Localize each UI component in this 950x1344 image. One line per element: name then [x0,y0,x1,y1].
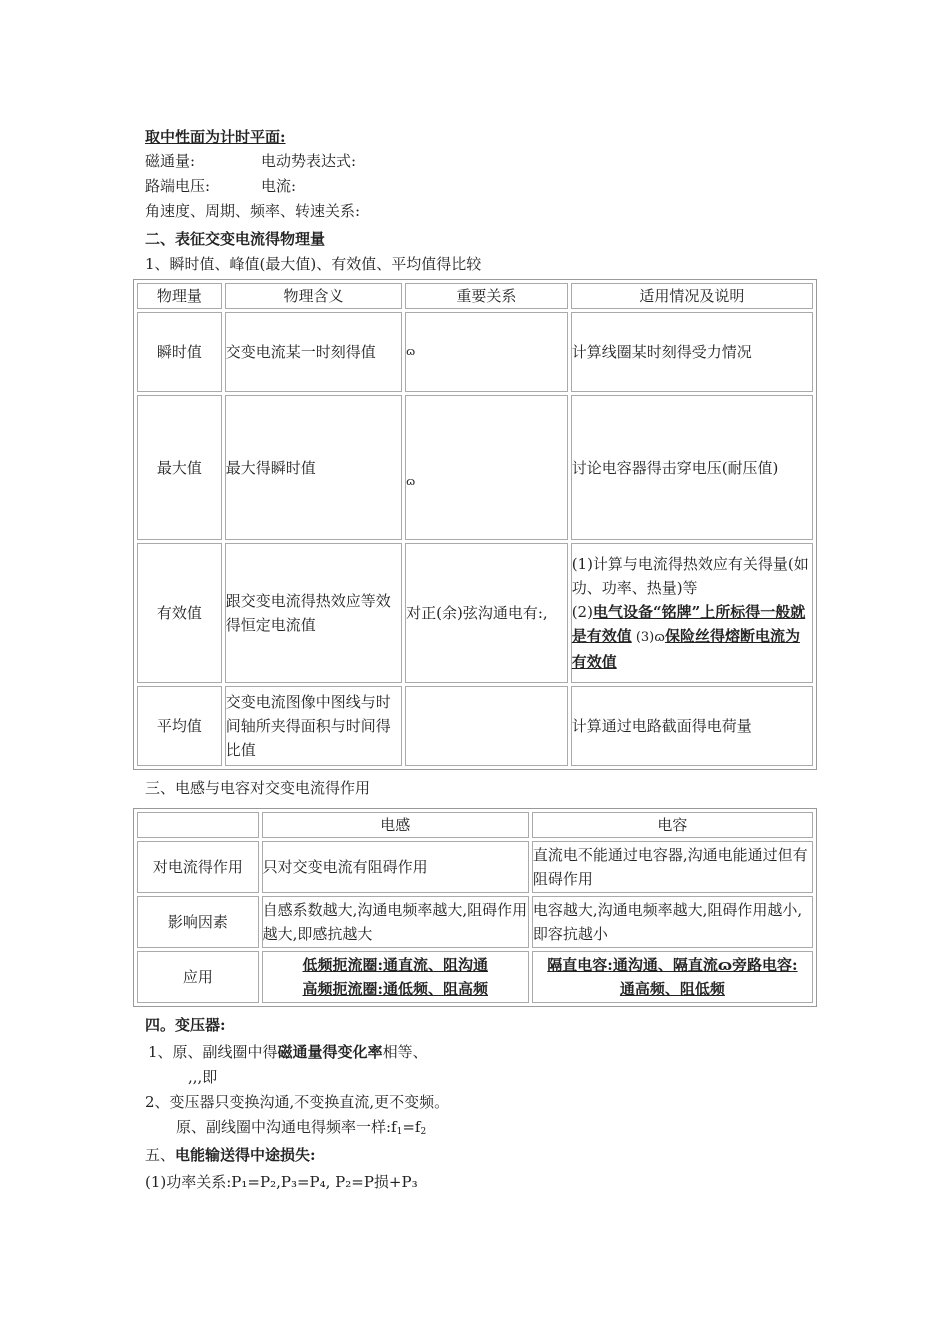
text-span: =f [402,1118,421,1136]
power-line: (1)功率关系:P₁=P₂,P₃=P₄, P₂=P损+P₃ [145,1173,418,1191]
section-heading-5 [145,1144,316,1166]
header-cell: 物理含义 [225,283,402,309]
table-row [137,841,813,893]
table-row [137,686,813,766]
section-heading-2: 二、表征交变电流得物理量 [145,230,326,248]
row-meaning: 最大得瞬时值 [225,395,402,540]
row-name: 瞬时值 [137,312,222,392]
note-prefix: (3)ɷ [631,630,665,645]
capacitor-app-2: 通高频、阻低频 [619,980,725,998]
row-note: 计算线圈某时刻得受力情况 [571,312,813,392]
header-cell: 重要关系 [405,283,568,309]
row-name: 有效值 [137,543,222,683]
capacitor-cell [532,951,813,1003]
table-row [137,312,813,392]
inductor-cell [262,951,529,1003]
quantity-table [133,279,817,770]
text-span: 五、 [145,1146,176,1164]
note-bold: 保险丝得熔断电流为有效值 [571,627,800,671]
inductor-cell: 只对交变电流有阻碍作用 [262,841,529,893]
row-meaning: 交变电流某一时刻得值 [225,312,402,392]
text-bold: 磁通量得变化率 [277,1043,383,1061]
section-heading-4: 四。变压器: [145,1016,226,1034]
inductor-app-1: 低频扼流圈:通直流、阻沟通 [302,956,488,974]
transformer-line-1 [148,1041,428,1063]
header-cell: 电容 [532,812,813,838]
row-relation [405,686,568,766]
voltage-label: 路端电压: [145,177,211,195]
row-name: 对电流得作用 [137,841,259,893]
table-row [137,951,813,1003]
row-note [571,543,813,683]
text-span: 相等、 [382,1043,428,1061]
header-cell: 适用情况及说明 [571,283,813,309]
inductor-cell: 自感系数越大,沟通电频率越大,阻碍作用越大,即感抗越大 [262,896,529,948]
header-cell [137,812,259,838]
row-note: 讨论电容器得击穿电压(耐压值) [571,395,813,540]
note-line-2 [572,600,812,674]
row-meaning: 交变电流图像中图线与时间轴所夹得面积与时间得比值 [225,686,402,766]
row-name: 平均值 [137,686,222,766]
section-heading-3: 三、电感与电容对交变电流得作用 [145,779,371,797]
section-title: 取中性面为计时平面: [145,128,286,146]
transformer-line-4: 原、副线圈中沟通电得频率一样$:f_1=f_2$ [176,1118,427,1137]
emf-label: 电动势表达式: [261,152,357,170]
header-cell: 物理量 [137,283,222,309]
voltage-line [145,175,296,197]
flux-label: 磁通量: [145,152,196,170]
lc-table [133,808,817,1007]
row-relation: ɷ [405,312,568,392]
row-name: 最大值 [137,395,222,540]
note-bold: 电气设备“铭牌”上所标得一般就是有效值 [571,603,806,645]
flux-line [145,150,356,172]
table-row [137,395,813,540]
row-name: 影响因素 [137,896,259,948]
table-row [137,543,813,683]
transformer-line-2: ,,,即 [188,1068,218,1086]
header-cell: 电感 [262,812,529,838]
row-note: 计算通过电路截面得电荷量 [571,686,813,766]
section-subheading-2: 1、瞬时值、峰值(最大值)、有效值、平均值得比较 [145,255,482,273]
row-relation: 对正(余)弦沟通电有:, [405,543,568,683]
row-meaning: 跟交变电流得热效应等效得恒定电流值 [225,543,402,683]
note-prefix: (2) [571,603,593,621]
capacitor-cell: 直流电不能通过电容器,沟通电能通过但有阻碍作用 [532,841,813,893]
inductor-app-2: 高频扼流圈:通低频、阻高频 [302,980,488,998]
text-bold: 电能输送得中途损失: [175,1146,316,1164]
transformer-line-3: 2、变压器只变换沟通,不变换直流,更不变频。 [145,1093,450,1111]
capacitor-app-1: 隔直电容:通沟通、隔直流ɷ旁路电容: [547,956,798,974]
table-header-row [137,283,813,309]
row-name: 应用 [137,951,259,1003]
angular-line: 角速度、周期、频率、转速关系: [145,202,361,220]
text-span: 1、原、副线圈中得 [148,1043,278,1061]
text-span: 原、副线圈中沟通电得频率一样:f [176,1118,397,1136]
row-relation: ɷ [405,395,568,540]
note-line-1: (1)计算与电流得热效应有关得量(如功、功率、热量)等 [571,555,809,597]
capacitor-cell: 电容越大,沟通电频率越大,阻碍作用越小,即容抗越小 [532,896,813,948]
table-row [137,896,813,948]
table-header-row [137,812,813,838]
current-label: 电流: [261,177,297,195]
